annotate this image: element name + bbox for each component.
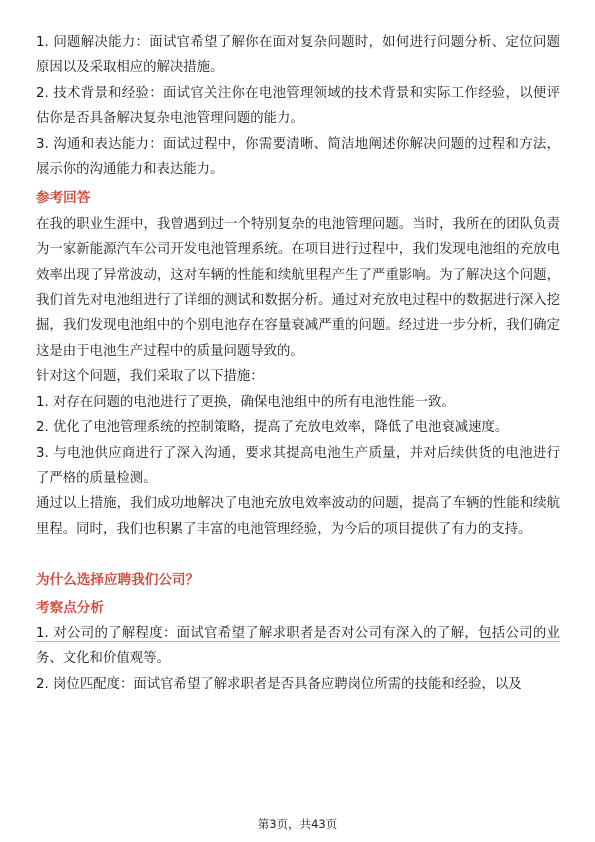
- measure-item-2: 2. 优化了电池管理系统的控制策略，提高了充放电效率，降低了电池衰减速度。: [36, 420, 509, 436]
- section-divider: [36, 641, 560, 642]
- measures-intro: 针对这个问题，我们采取了以下措施：: [36, 369, 264, 385]
- page-number: 第3页，共43页: [257, 817, 338, 831]
- analysis-point-2: 2. 岗位匹配度：面试官希望了解求职者是否具备应聘岗位所需的技能和经验，以及: [36, 676, 522, 692]
- intro-point-1: 1. 问题解决能力：面试官希望了解你在面对复杂问题时，如何进行问题分析、定位问题原因以及采取相应的解决措施。: [36, 35, 560, 76]
- measure-item-1: 1. 对存在问题的电池进行了更换，确保电池组中的所有电池性能一致。: [36, 394, 455, 410]
- reference-answer-paragraph: 在我的职业生涯中，我曾遇到过一个特别复杂的电池管理问题。当时，我所在的团队负责为一家新能源汽车公司开发电池管理系统。在项目进行过程中，我们发现电池组的充放电效率出现了异常波动，这对车辆的性能和续航里程产生了严重影响。为了解决这个问题，我们首先对电池组进行了详细的测试和数据分析。通过对充放电过程中的数据进行深入挖掘，我们发现电池组中的个别电池存在容量衰减严重的问题。经过进一步分析，我们确定这是由于电池生产过程中的质量问题导致的。: [36, 216, 560, 359]
- question-title: 为什么选择应聘我们公司？: [36, 572, 200, 589]
- page-content: [36, 30, 560, 697]
- conclusion-paragraph: 通过以上措施，我们成功地解决了电池充放电效率波动的问题，提高了车辆的性能和续航里程。同时，我们也积累了丰富的电池管理经验，为今后的项目提供了有力的支持。: [36, 496, 560, 537]
- intro-point-3: 3. 沟通和表达能力：面试过程中，你需要清晰、简洁地阐述你解决问题的过程和方法，展示你的沟通能力和表达能力。: [36, 136, 560, 178]
- measure-item-3: 3. 与电池供应商进行了深入沟通，要求其提高电池生产质量，并对后续供货的电池进行了严格的质量检测。: [36, 445, 560, 486]
- intro-point-2: 2. 技术背景和经验：面试官关注你在电池管理领域的技术背景和实际工作经验，以便评估你是否具备解决复杂电池管理问题的能力。: [36, 85, 560, 127]
- analysis-heading: 考察点分析: [36, 599, 104, 616]
- analysis-point-1: 1. 对公司的了解程度：面试官希望了解求职者是否对公司有深入的了解，包括公司的业务、文化和价值观等。: [36, 625, 560, 667]
- reference-answer-heading: 参考回答: [36, 190, 91, 207]
